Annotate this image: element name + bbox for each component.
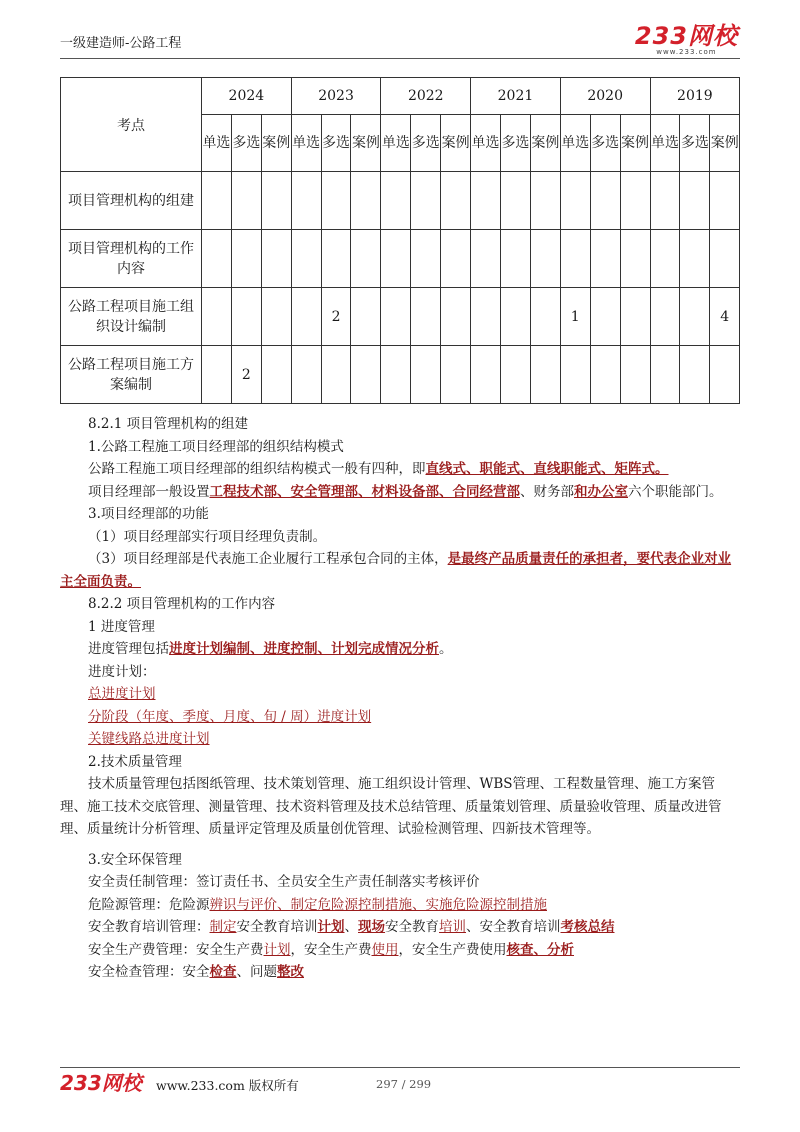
count-cell bbox=[620, 230, 650, 288]
count-cell bbox=[501, 172, 531, 230]
count-cell bbox=[590, 288, 620, 346]
paragraph bbox=[88, 916, 740, 939]
text-run: 公路工程施工项目经理部的组织结构模式一般有四种，即 bbox=[88, 461, 426, 477]
count-cell bbox=[261, 172, 291, 230]
count-cell bbox=[411, 288, 441, 346]
count-cell: 2 bbox=[231, 346, 261, 404]
count-cell bbox=[441, 230, 471, 288]
subsection-heading: 1.公路工程施工项目经理部的组织结构模式 bbox=[88, 438, 344, 455]
footer-copyright: www.233.com 版权所有 bbox=[156, 1078, 299, 1093]
question-type-cell: 案例 bbox=[710, 115, 740, 172]
count-cell bbox=[202, 346, 232, 404]
page-footer bbox=[60, 1072, 740, 1094]
year-cell: 2021 bbox=[471, 78, 561, 115]
highlight-text: 和办公室 bbox=[574, 483, 628, 500]
text-run: 、安全教育培训 bbox=[466, 919, 561, 935]
text-run: 、 bbox=[344, 919, 358, 935]
count-cell bbox=[501, 346, 531, 404]
count-cell bbox=[231, 230, 261, 288]
paragraph: 技术质量管理包括图纸管理、技术策划管理、施工组织设计管理、WBS管理、工程数量管理、施工方案管理、施工技术交底管理、测量管理、技术资料管理及技术总结管理、质量策划管理、质量验收管理、质量改进管理、质量统计分析管理、质量评定管理及质量创优管理、试验检测管理、四新技术管理等。 bbox=[60, 776, 722, 837]
count-cell bbox=[560, 346, 590, 404]
count-cell bbox=[202, 230, 232, 288]
section-heading: 8.2.1 项目管理机构的组建 bbox=[88, 416, 249, 432]
count-cell bbox=[351, 288, 381, 346]
paragraph bbox=[60, 548, 740, 593]
topic-cell: 公路工程项目施工组织设计编制 bbox=[61, 288, 202, 346]
count-cell bbox=[381, 288, 411, 346]
text-run: 安全检查管理：安全 bbox=[88, 964, 210, 980]
question-type-cell: 多选 bbox=[590, 115, 620, 172]
highlight-line: 分阶段（年度、季度、月度、旬 / 周）进度计划 bbox=[88, 708, 372, 725]
count-cell bbox=[231, 288, 261, 346]
count-cell bbox=[560, 172, 590, 230]
text-run: 、财务部 bbox=[520, 483, 574, 500]
count-cell bbox=[710, 230, 740, 288]
text-run: 危险源管理：危险源 bbox=[88, 896, 210, 913]
text-run: 安全生产费管理：安全生产费 bbox=[88, 941, 264, 958]
text-run: 安全教育培训 bbox=[236, 919, 318, 935]
count-cell bbox=[530, 288, 560, 346]
count-cell bbox=[650, 346, 680, 404]
paragraph: 安全责任制管理：签订责任书、全员安全生产责任制落实考核评价 bbox=[88, 874, 480, 890]
text-run: 、问题 bbox=[236, 964, 277, 980]
year-header-row bbox=[61, 78, 740, 115]
table-row bbox=[61, 172, 740, 230]
paragraph bbox=[60, 481, 740, 504]
year-cell: 2019 bbox=[650, 78, 740, 115]
question-type-cell: 案例 bbox=[620, 115, 650, 172]
text-run: 六个职能部门。 bbox=[628, 483, 723, 500]
question-type-cell: 案例 bbox=[261, 115, 291, 172]
text-run: 安全教育培训管理： bbox=[88, 919, 210, 935]
question-type-cell: 多选 bbox=[321, 115, 351, 172]
count-cell bbox=[650, 288, 680, 346]
paragraph bbox=[88, 458, 740, 481]
count-cell bbox=[231, 172, 261, 230]
count-cell bbox=[680, 288, 710, 346]
highlight-line: 总进度计划 bbox=[88, 686, 156, 702]
count-cell bbox=[202, 288, 232, 346]
count-cell bbox=[411, 172, 441, 230]
document-body bbox=[60, 413, 740, 984]
count-cell bbox=[261, 230, 291, 288]
count-cell bbox=[710, 172, 740, 230]
count-cell bbox=[321, 346, 351, 404]
highlight-line: 关键线路总进度计划 bbox=[88, 731, 210, 747]
count-cell bbox=[471, 172, 501, 230]
question-type-cell: 多选 bbox=[231, 115, 261, 172]
exam-topic-table bbox=[60, 77, 740, 404]
question-type-cell: 单选 bbox=[650, 115, 680, 172]
count-cell bbox=[590, 346, 620, 404]
table-row bbox=[61, 288, 740, 346]
text-run: 进度管理包括 bbox=[88, 641, 169, 657]
count-cell bbox=[680, 346, 710, 404]
text-run: ，安全生产费使用 bbox=[398, 941, 507, 958]
year-cell: 2022 bbox=[381, 78, 471, 115]
section-heading: 8.2.2 项目管理机构的工作内容 bbox=[88, 596, 276, 612]
paragraph: 进度计划： bbox=[88, 663, 156, 680]
header-title: 一级建造师-公路工程 bbox=[60, 36, 182, 51]
highlight-text: 工程技术部、安全管理部、材料设备部、合同经营部 bbox=[209, 483, 520, 500]
paragraph bbox=[88, 638, 740, 661]
count-cell bbox=[620, 288, 650, 346]
table-row bbox=[61, 230, 740, 288]
header-rule bbox=[60, 58, 740, 59]
count-cell bbox=[351, 172, 381, 230]
topic-cell: 项目管理机构的工作内容 bbox=[61, 230, 202, 288]
highlight-text: 是最终产品质量责任的承担者，要代表企业对业主全面负责。 bbox=[60, 551, 732, 590]
count-cell bbox=[710, 346, 740, 404]
question-type-cell: 多选 bbox=[680, 115, 710, 172]
year-cell: 2024 bbox=[202, 78, 292, 115]
paragraph bbox=[88, 961, 740, 984]
count-cell bbox=[501, 288, 531, 346]
count-cell bbox=[381, 346, 411, 404]
count-cell bbox=[411, 230, 441, 288]
count-cell bbox=[381, 230, 411, 288]
highlight-text: 直线式、职能式、直线职能式、矩阵式。 bbox=[425, 461, 669, 477]
text-run: 项目经理部一般设置 bbox=[88, 483, 210, 500]
count-cell: 2 bbox=[321, 288, 351, 346]
page-header bbox=[60, 20, 740, 60]
count-cell: 1 bbox=[560, 288, 590, 346]
count-cell bbox=[202, 172, 232, 230]
topic-cell: 项目管理机构的组建 bbox=[61, 172, 202, 230]
logo-url: www.233.com bbox=[656, 48, 717, 56]
footer-logo: 233网校 bbox=[60, 1071, 142, 1095]
highlight-text: 检查 bbox=[209, 964, 237, 980]
count-cell bbox=[620, 346, 650, 404]
table-row bbox=[61, 346, 740, 404]
count-cell bbox=[411, 346, 441, 404]
count-cell bbox=[291, 346, 321, 404]
text-run: （3）项目经理部是代表施工企业履行工程承包合同的主体， bbox=[88, 551, 448, 567]
highlight-text: 核查、分析 bbox=[506, 941, 574, 958]
count-cell bbox=[261, 288, 291, 346]
highlight-text: 辨识与评价、制定危险源控制措施、实施危险源控制措施 bbox=[209, 896, 547, 913]
question-type-cell: 案例 bbox=[530, 115, 560, 172]
question-type-cell: 单选 bbox=[471, 115, 501, 172]
count-cell: 4 bbox=[710, 288, 740, 346]
count-cell bbox=[680, 172, 710, 230]
question-type-cell: 单选 bbox=[381, 115, 411, 172]
question-type-cell: 多选 bbox=[411, 115, 441, 172]
question-type-cell: 单选 bbox=[560, 115, 590, 172]
paragraph: （1）项目经理部实行项目经理负责制。 bbox=[88, 528, 327, 545]
count-cell bbox=[590, 230, 620, 288]
highlight-text: 整改 bbox=[277, 964, 304, 980]
question-type-cell: 案例 bbox=[351, 115, 381, 172]
count-cell bbox=[321, 230, 351, 288]
count-cell bbox=[291, 230, 321, 288]
count-cell bbox=[530, 230, 560, 288]
subsection-heading: 2.技术质量管理 bbox=[88, 753, 182, 770]
subsection-heading: 1 进度管理 bbox=[88, 618, 155, 635]
count-cell bbox=[530, 172, 560, 230]
footer-rule bbox=[60, 1067, 740, 1068]
highlight-text: 考核总结 bbox=[560, 919, 615, 935]
highlight-text: 培训 bbox=[439, 919, 466, 935]
highlight-text: 制定 bbox=[209, 919, 237, 935]
count-cell bbox=[680, 230, 710, 288]
count-cell bbox=[261, 346, 291, 404]
paragraph bbox=[88, 939, 740, 962]
count-cell bbox=[471, 288, 501, 346]
count-cell bbox=[650, 230, 680, 288]
count-cell bbox=[381, 172, 411, 230]
count-cell bbox=[351, 346, 381, 404]
count-cell bbox=[530, 346, 560, 404]
count-cell bbox=[321, 172, 351, 230]
question-type-cell: 多选 bbox=[501, 115, 531, 172]
paragraph bbox=[88, 894, 740, 917]
count-cell bbox=[441, 346, 471, 404]
highlight-text: 使用 bbox=[371, 941, 399, 958]
count-cell bbox=[620, 172, 650, 230]
logo-text: 233网校 bbox=[634, 22, 738, 50]
question-type-cell: 案例 bbox=[441, 115, 471, 172]
count-cell bbox=[291, 172, 321, 230]
count-cell bbox=[291, 288, 321, 346]
count-cell bbox=[471, 230, 501, 288]
count-cell bbox=[501, 230, 531, 288]
count-cell bbox=[650, 172, 680, 230]
count-cell bbox=[351, 230, 381, 288]
page-number: 297 / 299 bbox=[376, 1077, 432, 1091]
count-cell bbox=[441, 288, 471, 346]
count-cell bbox=[441, 172, 471, 230]
brand-logo bbox=[635, 24, 738, 57]
count-cell bbox=[471, 346, 501, 404]
count-cell bbox=[560, 230, 590, 288]
highlight-text: 现场 bbox=[358, 919, 385, 935]
highlight-text: 进度计划编制、进度控制、计划完成情况分析 bbox=[169, 641, 439, 657]
text-run: 。 bbox=[439, 641, 453, 657]
topic-header: 考点 bbox=[61, 78, 202, 172]
count-cell bbox=[590, 172, 620, 230]
year-cell: 2020 bbox=[560, 78, 650, 115]
question-type-cell: 单选 bbox=[202, 115, 232, 172]
question-type-cell: 单选 bbox=[291, 115, 321, 172]
highlight-text: 计划 bbox=[263, 941, 291, 958]
text-run: ，安全生产费 bbox=[290, 941, 372, 958]
topic-cell: 公路工程项目施工方案编制 bbox=[61, 346, 202, 404]
subsection-heading: 3.安全环保管理 bbox=[88, 851, 182, 868]
highlight-text: 计划 bbox=[317, 919, 345, 935]
subsection-heading: 3.项目经理部的功能 bbox=[88, 506, 209, 522]
year-cell: 2023 bbox=[291, 78, 381, 115]
text-run: 安全教育 bbox=[385, 919, 439, 935]
